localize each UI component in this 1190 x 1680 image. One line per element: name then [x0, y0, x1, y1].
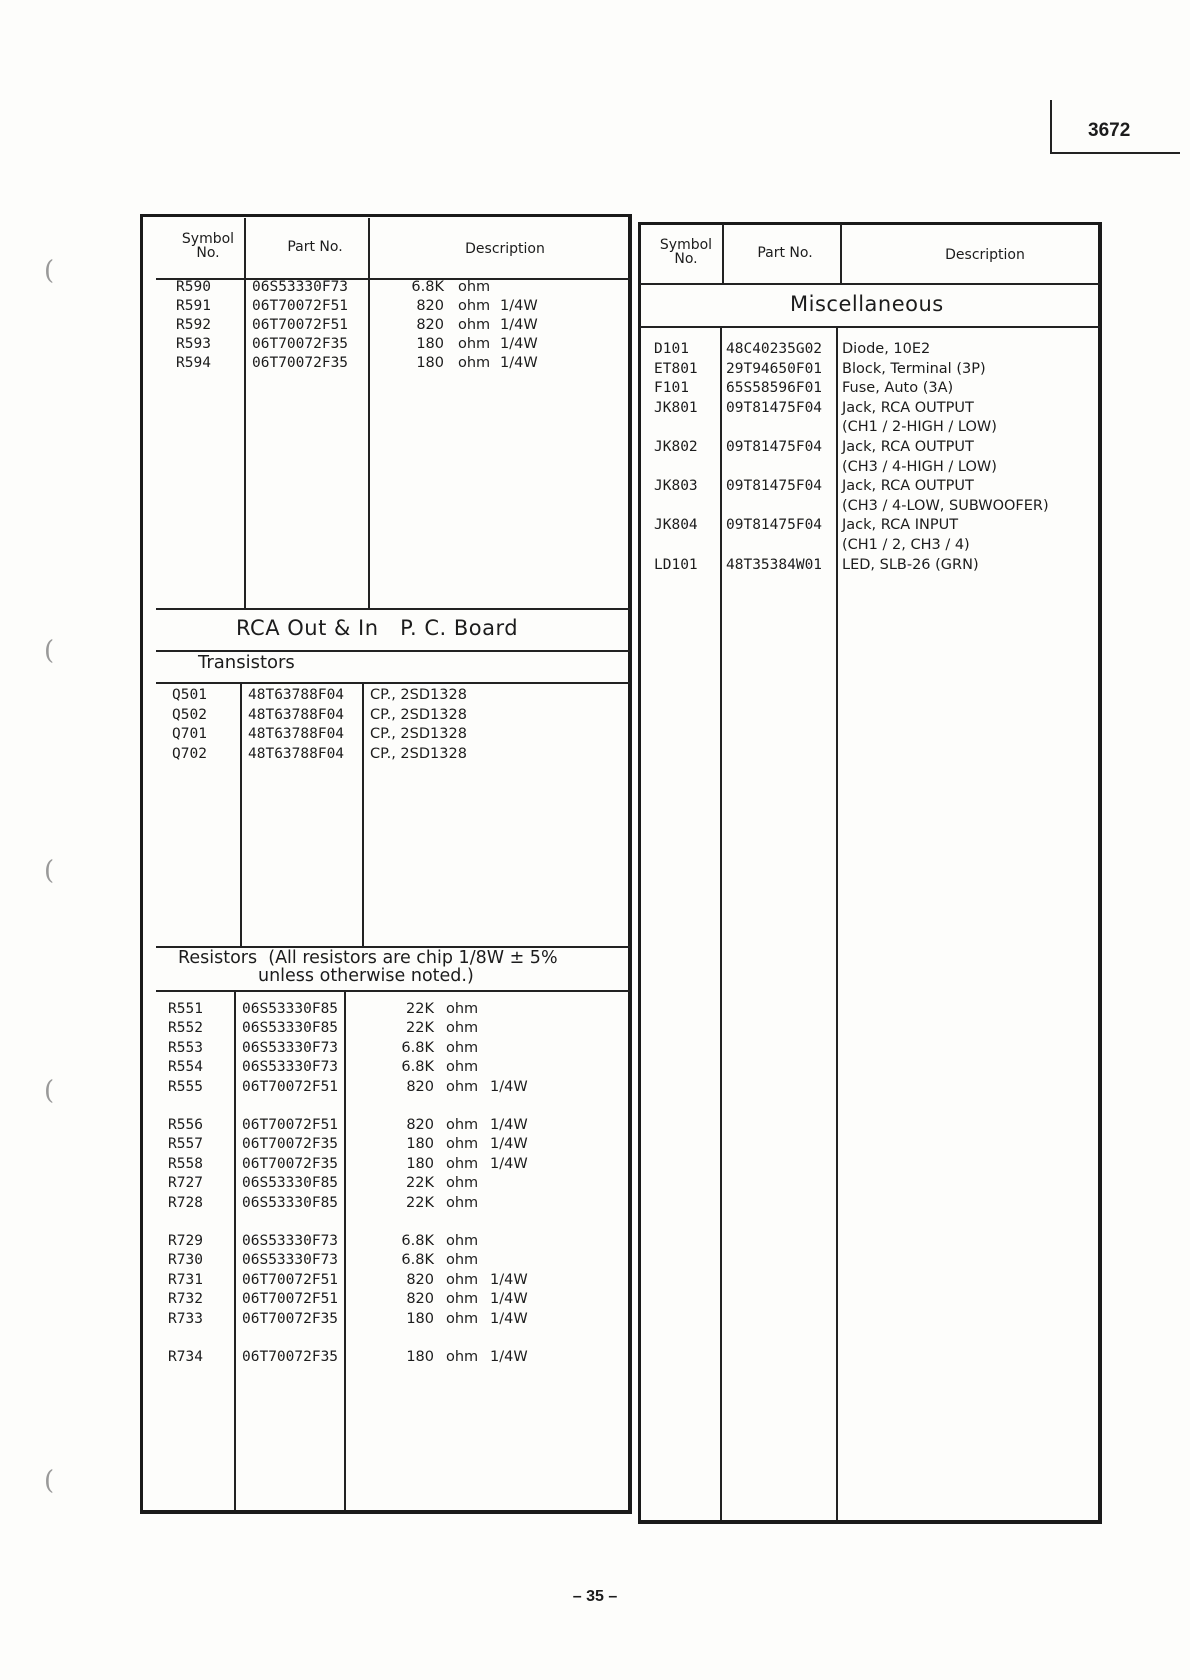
transistors-title: Transistors: [198, 652, 295, 673]
divider: [244, 218, 246, 608]
part-no: 06T70072F35: [242, 1155, 339, 1172]
part-no: 06S53330F85: [242, 1020, 339, 1037]
resistor-value: 6.8K: [411, 279, 444, 295]
divider: [720, 328, 722, 1520]
description: Jack, RCA OUTPUT: [842, 439, 974, 455]
margin-mark: (: [44, 636, 55, 666]
resistor-unit: ohm: [446, 1078, 479, 1095]
resistor-wattage: 1/4W: [490, 1310, 528, 1327]
resistor-wattage: 1/4W: [500, 336, 538, 352]
symbol-no: R730: [168, 1252, 203, 1269]
resistor-value: 22K: [406, 1194, 434, 1211]
part-no: 09T81475F04: [726, 517, 823, 534]
description: Fuse, Auto (3A): [842, 380, 954, 397]
divider: [362, 684, 364, 946]
resistor-value: 22K: [406, 1001, 434, 1017]
part-no: 06S53330F85: [242, 1175, 339, 1192]
description: CP., 2SD1328: [370, 687, 467, 703]
symbol-no: R727: [168, 1175, 203, 1192]
left-header-symbol: Symbol No.: [181, 231, 235, 261]
rca-board-title: RCA Out & In P. C. Board: [236, 616, 519, 640]
description: LED, SLB-26 (GRN): [842, 556, 979, 573]
description: CP., 2SD1328: [370, 745, 467, 762]
description: Jack, RCA OUTPUT: [842, 399, 974, 416]
resistor-unit: ohm: [458, 317, 491, 333]
symbol-no: R732: [168, 1291, 203, 1308]
table-row: [0, 354, 538, 373]
part-no: 48T35384W01: [726, 556, 823, 573]
resistor-wattage: 1/4W: [500, 355, 538, 371]
symbol-no: R594: [176, 355, 211, 371]
symbol-no: JK803: [654, 478, 698, 495]
part-no: 06T70072F35: [242, 1349, 339, 1365]
margin-mark: (: [44, 256, 55, 286]
part-no: 06S53330F73: [242, 1233, 339, 1249]
symbol-no: F101: [654, 380, 689, 397]
symbol-no: JK801: [654, 399, 698, 416]
symbol-no: Q702: [172, 745, 207, 762]
part-no: 06T70072F51: [242, 1117, 339, 1133]
resistor-value: 820: [406, 1117, 434, 1133]
symbol-no: R553: [168, 1039, 203, 1056]
resistor-value: 820: [416, 317, 444, 333]
resistor-unit: ohm: [446, 1175, 479, 1192]
divider: [640, 283, 1100, 285]
symbol-no: D101: [654, 341, 689, 357]
part-no: 29T94650F01: [726, 360, 823, 377]
resistor-unit: ohm: [446, 1310, 479, 1327]
symbol-no: R728: [168, 1194, 203, 1211]
resistor-value: 180: [406, 1136, 434, 1153]
resistor-value: 6.8K: [401, 1233, 434, 1249]
resistor-unit: ohm: [446, 1271, 479, 1288]
symbol-no: R731: [168, 1271, 203, 1288]
resistor-wattage: 1/4W: [500, 298, 538, 314]
misc-title: Miscellaneous: [790, 292, 944, 316]
resistor-wattage: 1/4W: [490, 1271, 528, 1288]
symbol-no: R558: [168, 1155, 203, 1172]
right-header-symbol: Symbol No.: [659, 237, 713, 267]
divider: [640, 326, 1100, 328]
symbol-no: R556: [168, 1117, 203, 1133]
divider: [234, 992, 236, 1510]
description: (CH3 / 4-LOW, SUBWOOFER): [842, 497, 1049, 514]
resistor-value: 180: [416, 355, 444, 371]
resistor-wattage: 1/4W: [490, 1117, 528, 1133]
description: Jack, RCA INPUT: [842, 517, 959, 534]
table-row: [0, 316, 538, 335]
divider: [240, 684, 242, 946]
resistor-unit: ohm: [446, 1059, 479, 1076]
part-no: 48T63788F04: [248, 726, 345, 742]
part-no: 09T81475F04: [726, 439, 823, 455]
symbol-no: R593: [176, 336, 211, 352]
resistor-unit: ohm: [446, 1291, 479, 1308]
symbol-no: R554: [168, 1059, 203, 1076]
resistor-wattage: 1/4W: [490, 1155, 528, 1172]
margin-mark: (: [44, 856, 55, 886]
part-no: 06T70072F51: [242, 1291, 339, 1308]
resistor-unit: ohm: [458, 279, 491, 295]
resistor-unit: ohm: [446, 1020, 479, 1037]
description: (CH1 / 2-HIGH / LOW): [842, 419, 997, 436]
description: Jack, RCA OUTPUT: [842, 478, 974, 495]
description: CP., 2SD1328: [370, 706, 467, 723]
table-row: [0, 278, 491, 297]
resistor-value: 6.8K: [401, 1039, 434, 1056]
part-no: 06T70072F51: [242, 1271, 339, 1288]
symbol-no: R591: [176, 298, 211, 314]
resistor-unit: ohm: [446, 1155, 479, 1172]
symbol-no: ET801: [654, 360, 698, 377]
page-number: 3672: [1088, 120, 1131, 141]
part-no: 06S53330F73: [242, 1039, 339, 1056]
symbol-no: R729: [168, 1233, 203, 1249]
symbol-no: R734: [168, 1349, 203, 1365]
symbol-no: Q501: [172, 687, 207, 703]
description: (CH1 / 2, CH3 / 4): [842, 537, 970, 553]
part-no: 06T70072F51: [252, 317, 349, 333]
resistor-unit: ohm: [446, 1136, 479, 1153]
part-no: 48T63788F04: [248, 706, 345, 723]
divider: [156, 608, 630, 610]
divider: [836, 328, 838, 1520]
table-row: [0, 297, 538, 316]
symbol-no: R557: [168, 1136, 203, 1153]
resistor-unit: ohm: [446, 1117, 479, 1133]
description: (CH3 / 4-HIGH / LOW): [842, 458, 997, 475]
symbol-no: R733: [168, 1310, 203, 1327]
part-no: 06T70072F51: [242, 1078, 339, 1095]
symbol-no: LD101: [654, 556, 698, 573]
part-no: 48C40235G02: [726, 341, 823, 357]
divider: [156, 682, 630, 684]
margin-mark: (: [44, 1076, 55, 1106]
resistor-value: 180: [406, 1155, 434, 1172]
left-header-part: Part No.: [287, 239, 343, 255]
resistor-wattage: 1/4W: [490, 1078, 528, 1095]
resistor-wattage: 1/4W: [490, 1349, 528, 1365]
resistor-unit: ohm: [446, 1194, 479, 1211]
part-no: 06S53330F85: [242, 1001, 339, 1017]
left-header-description: Description: [465, 241, 545, 257]
divider: [368, 218, 370, 608]
description: CP., 2SD1328: [370, 726, 467, 742]
page-footer: – 35 –: [572, 1588, 618, 1605]
resistor-value: 22K: [406, 1175, 434, 1192]
resistor-value: 6.8K: [401, 1059, 434, 1076]
part-no: 65S58596F01: [726, 380, 823, 397]
part-no: 09T81475F04: [726, 399, 823, 416]
resistor-wattage: 1/4W: [490, 1136, 528, 1153]
part-no: 06T70072F51: [252, 298, 349, 314]
part-no: 06S53330F73: [242, 1059, 339, 1076]
resistor-value: 820: [406, 1291, 434, 1308]
resistors-title-note: unless otherwise noted.): [258, 966, 474, 986]
part-no: 06T70072F35: [242, 1310, 339, 1327]
description: Diode, 10E2: [842, 341, 931, 357]
resistor-value: 22K: [406, 1020, 434, 1037]
resistor-unit: ohm: [446, 1252, 479, 1269]
right-header-part: Part No.: [757, 245, 813, 261]
part-no: 06S53330F73: [242, 1252, 339, 1269]
resistor-value: 820: [406, 1271, 434, 1288]
resistor-value: 180: [406, 1310, 434, 1327]
symbol-no: R551: [168, 1001, 203, 1017]
resistor-wattage: 1/4W: [500, 317, 538, 333]
divider: [344, 992, 346, 1510]
resistor-value: 180: [416, 336, 444, 352]
part-no: 09T81475F04: [726, 478, 823, 495]
resistor-unit: ohm: [458, 336, 491, 352]
part-no: 06T70072F35: [252, 336, 349, 352]
resistor-unit: ohm: [458, 355, 491, 371]
symbol-no: R590: [176, 279, 211, 295]
resistors-title: Resistors (All resistors are chip 1/8W ± 5%: [178, 948, 558, 968]
symbol-no: Q502: [172, 706, 207, 723]
divider: [722, 224, 724, 284]
resistor-value: 6.8K: [401, 1252, 434, 1269]
right-header-description: Description: [945, 247, 1025, 263]
resistor-value: 180: [406, 1349, 434, 1365]
resistor-value: 820: [416, 298, 444, 314]
resistor-wattage: 1/4W: [490, 1291, 528, 1308]
resistor-unit: ohm: [446, 1233, 479, 1249]
description: Block, Terminal (3P): [842, 360, 986, 377]
symbol-no: JK804: [654, 517, 698, 534]
resistor-unit: ohm: [446, 1039, 479, 1056]
resistor-unit: ohm: [446, 1349, 479, 1365]
resistor-unit: ohm: [446, 1001, 479, 1017]
symbol-no: R555: [168, 1078, 203, 1095]
symbol-no: JK802: [654, 439, 698, 455]
part-no: 48T63788F04: [248, 687, 345, 703]
part-no: 06T70072F35: [252, 355, 349, 371]
part-no: 06S53330F85: [242, 1194, 339, 1211]
resistor-unit: ohm: [458, 298, 491, 314]
symbol-no: Q701: [172, 726, 207, 742]
symbol-no: R552: [168, 1020, 203, 1037]
margin-mark: (: [44, 1466, 55, 1496]
divider: [840, 224, 842, 284]
symbol-no: R592: [176, 317, 211, 333]
divider: [156, 990, 630, 992]
part-no: 48T63788F04: [248, 745, 345, 762]
part-no: 06S53330F73: [252, 279, 349, 295]
table-row: [0, 335, 538, 354]
part-no: 06T70072F35: [242, 1136, 339, 1153]
resistor-value: 820: [406, 1078, 434, 1095]
